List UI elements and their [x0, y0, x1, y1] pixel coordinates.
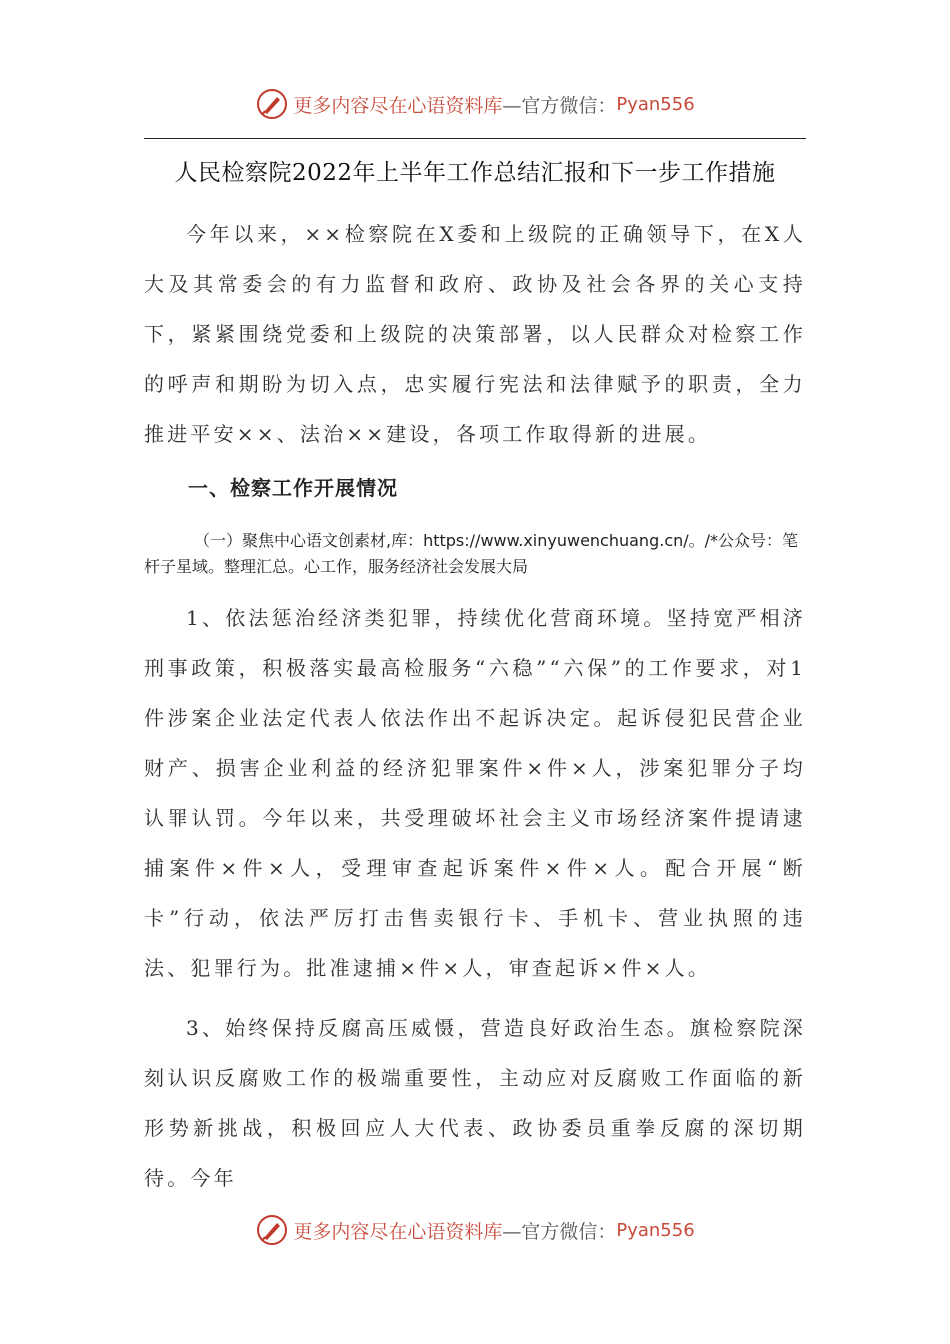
- banner-official-text: —官方微信：: [502, 94, 617, 117]
- intro-paragraph: 今年以来，××检察院在X委和上级院的正确领导下，在X人大及其常委会的有力监督和政府、政协及社会各界的关心支持下，紧紧围绕党委和上级院的决策部署，以人民群众对检察工作的呼声和期盼为切入点，忠实履行宪法和法律赋予的职责，全力推进平安××、法治××建设，各项工作取得新的进展。: [144, 222, 806, 446]
- banner-wechat-id: Pyan556: [616, 1219, 695, 1241]
- banner-promo-text: 更多内容尽在心语资料库: [293, 1220, 503, 1243]
- header-watermark-banner: [0, 84, 950, 124]
- subsection-heading: （一）聚焦中心语文创素材,库：https://www.xinyuwenchuang.cn/。/*公众号：笔杆子星域。整理汇总。心工作，服务经济社会发展大局: [144, 531, 799, 576]
- pen-seal-logo-icon: [255, 1213, 289, 1247]
- header-divider: [144, 138, 806, 139]
- paragraph-1: 1、依法惩治经济类犯罪，持续优化营商环境。坚持宽严相济刑事政策，积极落实最高检服务“六稳”“六保”的工作要求，对1件涉案企业法定代表人依法作出不起诉决定。起诉侵犯民营企业财产、损害企业利益的经济犯罪案件×件×人，涉案犯罪分子均认罪认罚。今年以来，共受理破坏社会主义市场经济案件提请逮捕案件×件×人，受理审查起诉案件×件×人。配合开展“断卡”行动，依法严厉打击售卖银行卡、手机卡、营业执照的违法、犯罪行为。批准逮捕×件×人，审查起诉×件×人。: [144, 606, 806, 980]
- paragraph-3: 3、始终保持反腐高压威慑，营造良好政治生态。旗检察院深刻认识反腐败工作的极端重要性，主动应对反腐败工作面临的新形势新挑战，积极回应人大代表、政协委员重拳反腐的深切期待。今年: [144, 1016, 806, 1190]
- pen-seal-logo-icon: [255, 87, 289, 121]
- banner-promo-text: 更多内容尽在心语资料库: [293, 94, 503, 117]
- banner-official-text: —官方微信：: [502, 1220, 617, 1243]
- banner-wechat-id: Pyan556: [616, 93, 695, 115]
- section-heading: 一、检察工作开展情况: [188, 476, 398, 500]
- footer-watermark-banner: [0, 1210, 950, 1250]
- document-title: 人民检察院2022年上半年工作总结汇报和下一步工作措施: [174, 160, 776, 186]
